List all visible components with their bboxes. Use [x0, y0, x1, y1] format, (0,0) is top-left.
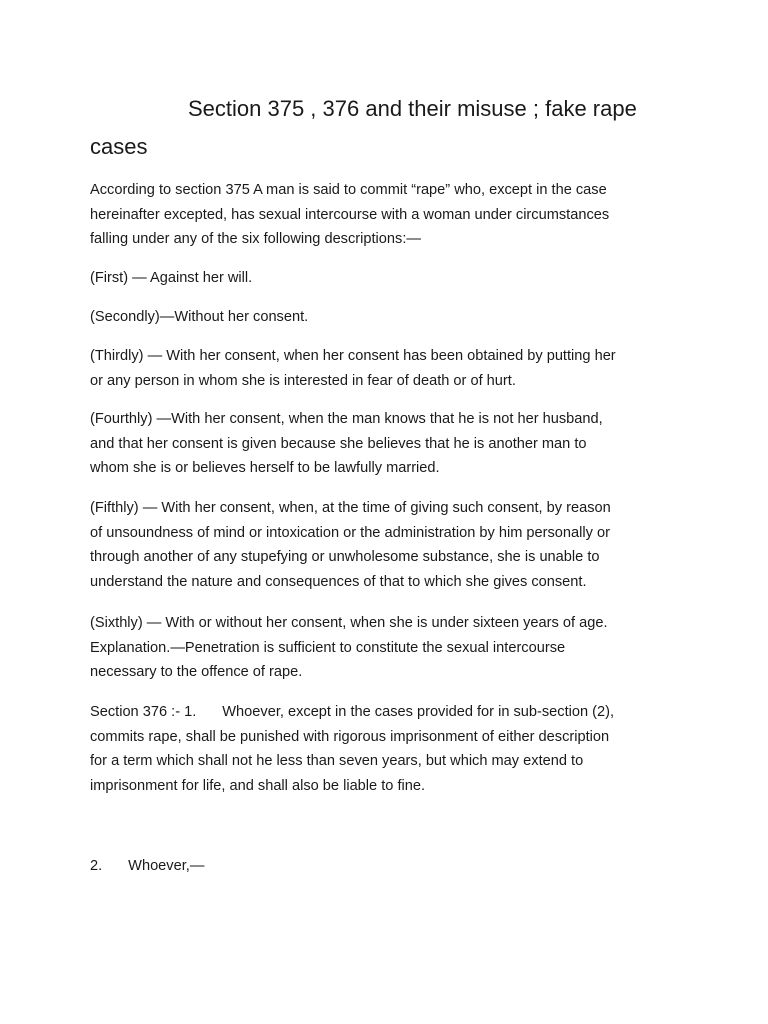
section-376-first-line	[90, 700, 690, 725]
paragraph-line: (Thirdly) — With her consent, when her consent has been obtained by putting her	[90, 348, 616, 364]
paragraph-line: falling under any of the six following descriptions:—	[90, 231, 421, 247]
item-2-line	[90, 854, 690, 879]
paragraph-line: commits rape, shall be punished with rigorous imprisonment of either description	[90, 728, 610, 745]
paragraph-line: whom she is or believes herself to be lawfully married.	[90, 460, 440, 476]
document-title-line-2: cases	[90, 134, 148, 159]
paragraph-line: imprisonment for life, and shall also be liable to fine.	[90, 777, 426, 794]
clause-thirdly	[90, 344, 690, 393]
section-376-paragraph	[90, 700, 690, 798]
paragraph-line: necessary to the offence of rape.	[90, 664, 303, 680]
paragraph-line: hereinafter excepted, has sexual intercourse with a woman under circumstances	[90, 206, 610, 223]
section-376-item-2	[90, 854, 690, 879]
paragraph-line: through another of any stupefying or unwholesome substance, she is unable to	[90, 549, 600, 565]
paragraph-line: (Secondly)—Without her consent.	[90, 309, 309, 325]
clause-secondly	[90, 305, 690, 330]
paragraph-line: (Fourthly) —With her consent, when the man knows that he is not her husband,	[90, 411, 603, 427]
item-2-number: 2.	[90, 858, 103, 874]
paragraph-line: Explanation.—Penetration is sufficient to constitute the sexual intercourse	[90, 639, 566, 656]
intro-paragraph	[90, 178, 690, 252]
clause-fourthly	[90, 407, 690, 481]
paragraph-line: (First) — Against her will.	[90, 270, 253, 286]
paragraph-line: understand the nature and consequences of that to which she gives consent.	[90, 573, 587, 590]
clause-sixthly	[90, 611, 690, 685]
clause-fifthly	[90, 496, 690, 594]
paragraph-line: for a term which shall not he less than seven years, but which may extend to	[90, 753, 584, 769]
item-2-text: Whoever,—	[128, 858, 205, 874]
paragraph-line: and that her consent is given because she believes that he is another man to	[90, 435, 587, 452]
paragraph-line: (Sixthly) — With or without her consent, when she is under sixteen years of age.	[90, 615, 608, 631]
paragraph-line: or any person in whom she is interested in fear of death or of hurt.	[90, 372, 516, 389]
paragraph-line: (Fifthly) — With her consent, when, at the time of giving such consent, by reason	[90, 500, 611, 516]
paragraph-line: According to section 375 A man is said to commit “rape” who, except in the case	[90, 182, 607, 198]
paragraph-line: of unsoundness of mind or intoxication or the administration by him personally or	[90, 524, 610, 541]
section-376-prefix: Section 376 :- 1.	[90, 704, 197, 720]
section-376-first-line-text: Whoever, except in the cases provided for in sub-section (2),	[222, 704, 615, 720]
document-title-line-1: Section 375 , 376 and their misuse ; fake rape	[188, 96, 637, 121]
clause-first	[90, 266, 690, 291]
